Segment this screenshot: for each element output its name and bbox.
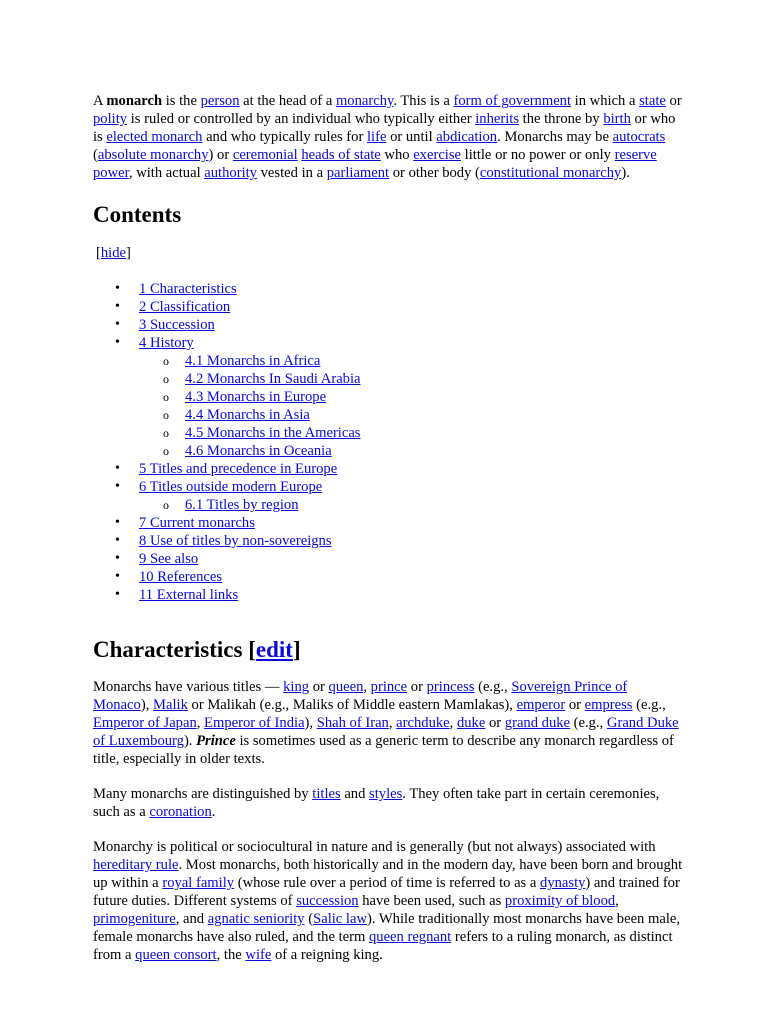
toc-link-monarchs-saudi-arabia[interactable]: 4.2 Monarchs In Saudi Arabia [185,371,361,387]
intro-text: . This is a [393,93,454,109]
intro-text: is ruled or controlled by an individual who typically either [127,111,476,127]
toc-link-see-also[interactable]: 9 See also [139,551,199,567]
para-text: , the [216,947,246,963]
intro-text: or other body ( [389,165,480,181]
intro-text: in which a [571,93,640,109]
toc-link-external-links[interactable]: 11 External links [139,587,239,603]
para-text: , [363,679,371,695]
para-text: have been used, such as [358,893,505,909]
bracket-close: ] [126,245,131,261]
link-heads-of-state[interactable]: heads of state [301,147,381,163]
link-styles[interactable]: styles [369,786,403,802]
toc-item [93,460,683,478]
link-royal-family[interactable]: royal family [162,875,235,891]
toc-link-references[interactable]: 10 References [139,569,223,585]
link-empress[interactable]: empress [584,697,633,713]
para-text: or Malikah (e.g., Maliks of Middle eastern Mamlakas), [187,697,517,713]
intro-text: who [380,147,414,163]
toc-link-history[interactable]: 4 History [139,335,194,351]
article-body [93,92,683,964]
toc-link-titles-precedence[interactable]: 5 Titles and precedence in Europe [139,461,338,477]
link-prince[interactable]: prince [370,679,408,695]
intro-text: and who typically rules for [202,129,367,145]
characteristics-paragraph-2 [93,785,683,821]
toc-hide-toggle [93,244,683,262]
intro-text: ( [93,147,98,163]
para-text: , [196,715,205,731]
toc-link-monarchs-africa[interactable]: 4.1 Monarchs in Africa [185,353,321,369]
link-queen-regnant[interactable]: queen regnant [368,929,452,945]
bracket-open: [ [96,245,101,261]
toc-link-titles-by-region[interactable]: 6.1 Titles by region [185,497,299,513]
link-abdication[interactable]: abdication [436,129,498,145]
para-text: ) and trained for future duties. Different systems of [93,875,680,909]
link-parliament[interactable]: parliament [326,165,390,181]
link-polity[interactable]: polity [93,111,128,127]
para-text: and [340,786,370,802]
link-salic-law[interactable]: Salic law [313,911,367,927]
toc-link-succession[interactable]: 3 Succession [139,317,215,333]
toc-item [93,514,683,532]
link-dynasty[interactable]: dynasty [540,875,586,891]
toc-link-non-sovereigns[interactable]: 8 Use of titles by non-sovereigns [139,533,332,549]
toc-subitem [93,424,683,442]
characteristics-paragraph-1 [93,678,683,768]
para-text: (e.g., [570,715,607,731]
link-monarchy[interactable]: monarchy [335,93,394,109]
toc-item [93,532,683,550]
para-text: , [615,893,619,909]
link-wife[interactable]: wife [245,947,272,963]
toc-item [93,316,683,334]
link-sovereign-prince-of-monaco[interactable]: Sovereign Prince of Monaco [93,679,628,713]
toc-link-monarchs-asia[interactable]: 4.4 Monarchs in Asia [185,407,310,423]
link-princess[interactable]: princess [426,679,475,695]
toc-item [93,298,683,316]
link-emperor[interactable]: emperor [516,697,566,713]
link-hereditary-rule[interactable]: hereditary rule [93,857,179,873]
toc-link-current-monarchs[interactable]: 7 Current monarchs [139,515,255,531]
intro-text: is the [162,93,201,109]
link-shah-of-iran[interactable]: Shah of Iran [316,715,389,731]
para-text: Monarchy is political or sociocultural in nature and is generally (but not always) associated with [93,839,656,855]
link-queen-consort[interactable]: queen consort [135,947,217,963]
link-exercise[interactable]: exercise [413,147,462,163]
toc-subitem [93,496,683,514]
link-person[interactable]: person [200,93,240,109]
link-grand-duke[interactable]: grand duke [504,715,571,731]
toc-link-classification[interactable]: 2 Classification [139,299,231,315]
table-of-contents [93,280,683,604]
link-absolute-monarchy[interactable]: absolute monarchy [97,147,209,163]
link-archduke[interactable]: archduke [396,715,450,731]
link-inherits[interactable]: inherits [475,111,519,127]
link-emperor-of-india[interactable]: Emperor of India [204,715,305,731]
link-primogeniture[interactable]: primogeniture [93,911,176,927]
para-text: . They often take part in certain ceremonies, such as a [93,786,660,820]
para-text: or [407,679,427,695]
intro-text: the throne by [519,111,604,127]
link-state[interactable]: state [639,93,666,109]
intro-text: vested in a [256,165,327,181]
link-malik[interactable]: Malik [153,697,188,713]
intro-text: , with actual [128,165,205,181]
toc-item [93,280,683,298]
para-text: refers to a ruling monarch, as distinct from a [93,929,673,963]
intro-text: . Monarchs may be [497,129,613,145]
para-text: . [211,804,216,820]
intro-text: or [665,93,682,109]
intro-text: A [93,93,107,109]
hide-toc-link[interactable]: hide [100,245,127,261]
intro-text: ) or [208,147,233,163]
intro-text: ). [621,165,630,181]
para-text: , and [175,911,208,927]
link-ceremonial[interactable]: ceremonial [232,147,298,163]
toc-subitem [93,442,683,460]
toc-subitem [93,388,683,406]
characteristics-paragraph-3 [93,838,683,964]
bracket-open: [ [248,637,256,662]
link-queen[interactable]: queen [328,679,364,695]
toc-link-characteristics[interactable]: 1 Characteristics [139,281,237,297]
link-coronation[interactable]: coronation [149,804,212,820]
para-text: ), [304,715,317,731]
link-life[interactable]: life [366,129,387,145]
toc-item [93,586,683,604]
intro-paragraph [93,92,683,182]
intro-text: or who is [93,111,676,145]
toc-item [93,478,683,496]
link-emperor-of-japan[interactable]: Emperor of Japan [93,715,197,731]
link-proximity-of-blood[interactable]: proximity of blood [504,893,616,909]
link-reserve-power[interactable]: reserve power [93,147,657,181]
section-heading-characteristics [93,636,683,664]
link-constitutional-monarchy[interactable]: constitutional monarchy [479,165,622,181]
contents-heading: Contents [93,202,182,227]
para-text: is sometimes used as a generic term to describe any monarch regardless of title, especially in older texts. [93,733,674,767]
para-text: ( [304,911,314,927]
para-text: or [309,679,329,695]
link-authority[interactable]: authority [204,165,257,181]
toc-link-monarchs-europe[interactable]: 4.3 Monarchs in Europe [185,389,327,405]
para-text: Monarchs have various titles — [93,679,284,695]
link-agnatic-seniority[interactable]: agnatic seniority [207,911,305,927]
toc-subitem [93,352,683,370]
emphasis-prince: Prince [196,733,236,749]
link-autocrats[interactable]: autocrats [612,129,666,145]
toc-item [93,568,683,586]
toc-item [93,550,683,568]
para-text: or [485,715,505,731]
toc-link-titles-outside-europe[interactable]: 6 Titles outside modern Europe [139,479,323,495]
para-text: Many monarchs are distinguished by [93,786,313,802]
edit-section-link[interactable]: edit [255,637,293,662]
intro-text: little or no power or only [461,147,615,163]
link-grand-duke-of-luxembourg[interactable]: Grand Duke of Luxembourg [93,715,679,749]
intro-bold-term: monarch [106,93,163,109]
para-text: , [388,715,397,731]
para-text: ). While traditionally most monarchs have been male, female monarchs have also ruled, and the term [93,911,680,945]
link-duke[interactable]: duke [456,715,486,731]
link-succession[interactable]: succession [296,893,359,909]
para-text: , [449,715,457,731]
bracket-close: ] [292,637,301,662]
para-text: ), [140,697,153,713]
para-text: or [565,697,585,713]
para-text: ). [183,733,197,749]
toc-subitem [93,370,683,388]
para-text: . Most monarchs, both historically and in the modern day, have been born and brought up within a [93,857,683,891]
toc-link-monarchs-americas[interactable]: 4.5 Monarchs in the Americas [185,425,361,441]
intro-text: or until [386,129,437,145]
section-heading-text: Characteristics [93,637,249,662]
toc-link-monarchs-oceania[interactable]: 4.6 Monarchs in Oceania [185,443,332,459]
toc-subitem [93,406,683,424]
para-text: of a reigning king. [271,947,383,963]
link-form-of-government[interactable]: form of government [453,93,572,109]
para-text: (e.g., [474,679,512,695]
link-birth[interactable]: birth [603,111,631,127]
toc-item [93,334,683,352]
link-king[interactable]: king [283,679,310,695]
para-text: (whose rule over a period of time is referred to as a [234,875,541,891]
para-text: (e.g., [632,697,666,713]
link-elected-monarch[interactable]: elected monarch [106,129,203,145]
intro-text: at the head of a [239,93,336,109]
link-titles[interactable]: titles [312,786,341,802]
